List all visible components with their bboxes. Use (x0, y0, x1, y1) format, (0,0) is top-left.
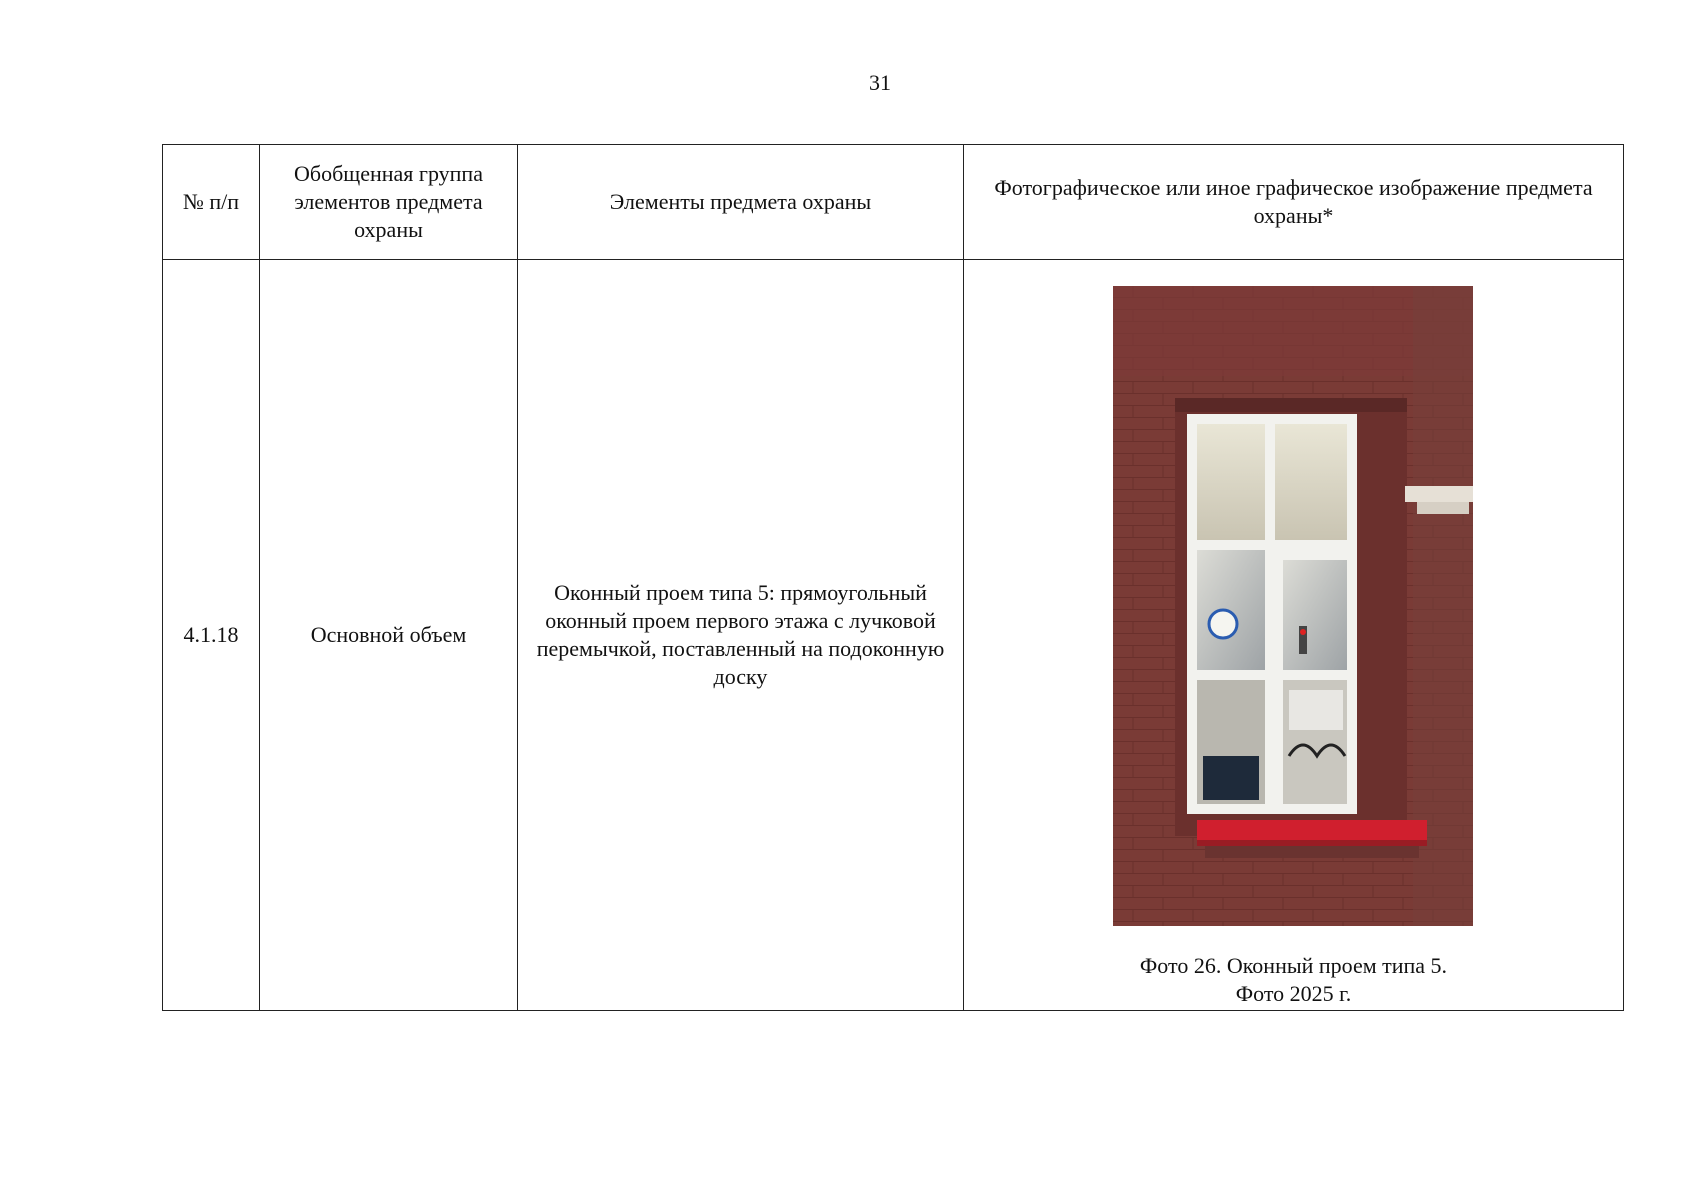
photo-caption (964, 952, 1623, 1008)
table-header-row (163, 145, 1624, 260)
row-number: 4.1.18 (163, 260, 260, 1011)
window-photo (1113, 286, 1473, 926)
table-row (163, 260, 1624, 1011)
header-elements: Элементы предмета охраны (518, 145, 964, 260)
window-photo-drawing (1113, 286, 1473, 926)
header-group: Обобщенная группа элементов предмета охраны (260, 145, 518, 260)
photo-caption-line2: Фото 2025 г. (1235, 981, 1352, 1006)
header-image: Фотографическое или иное графическое изображение предмета охраны* (964, 145, 1624, 260)
page-number: 31 (869, 70, 891, 95)
row-elements: Оконный проем типа 5: прямоугольный оконный проем первого этажа с лучковой перемычкой, поставленный на подоконную доску (518, 260, 964, 1011)
row-photo-cell (964, 260, 1624, 1011)
row-group: Основной объем (260, 260, 518, 1011)
header-number: № п/п (163, 145, 260, 260)
photo-caption-line1: Фото 26. Оконный проем типа 5. (1139, 953, 1448, 978)
protection-items-table (162, 144, 1624, 1011)
